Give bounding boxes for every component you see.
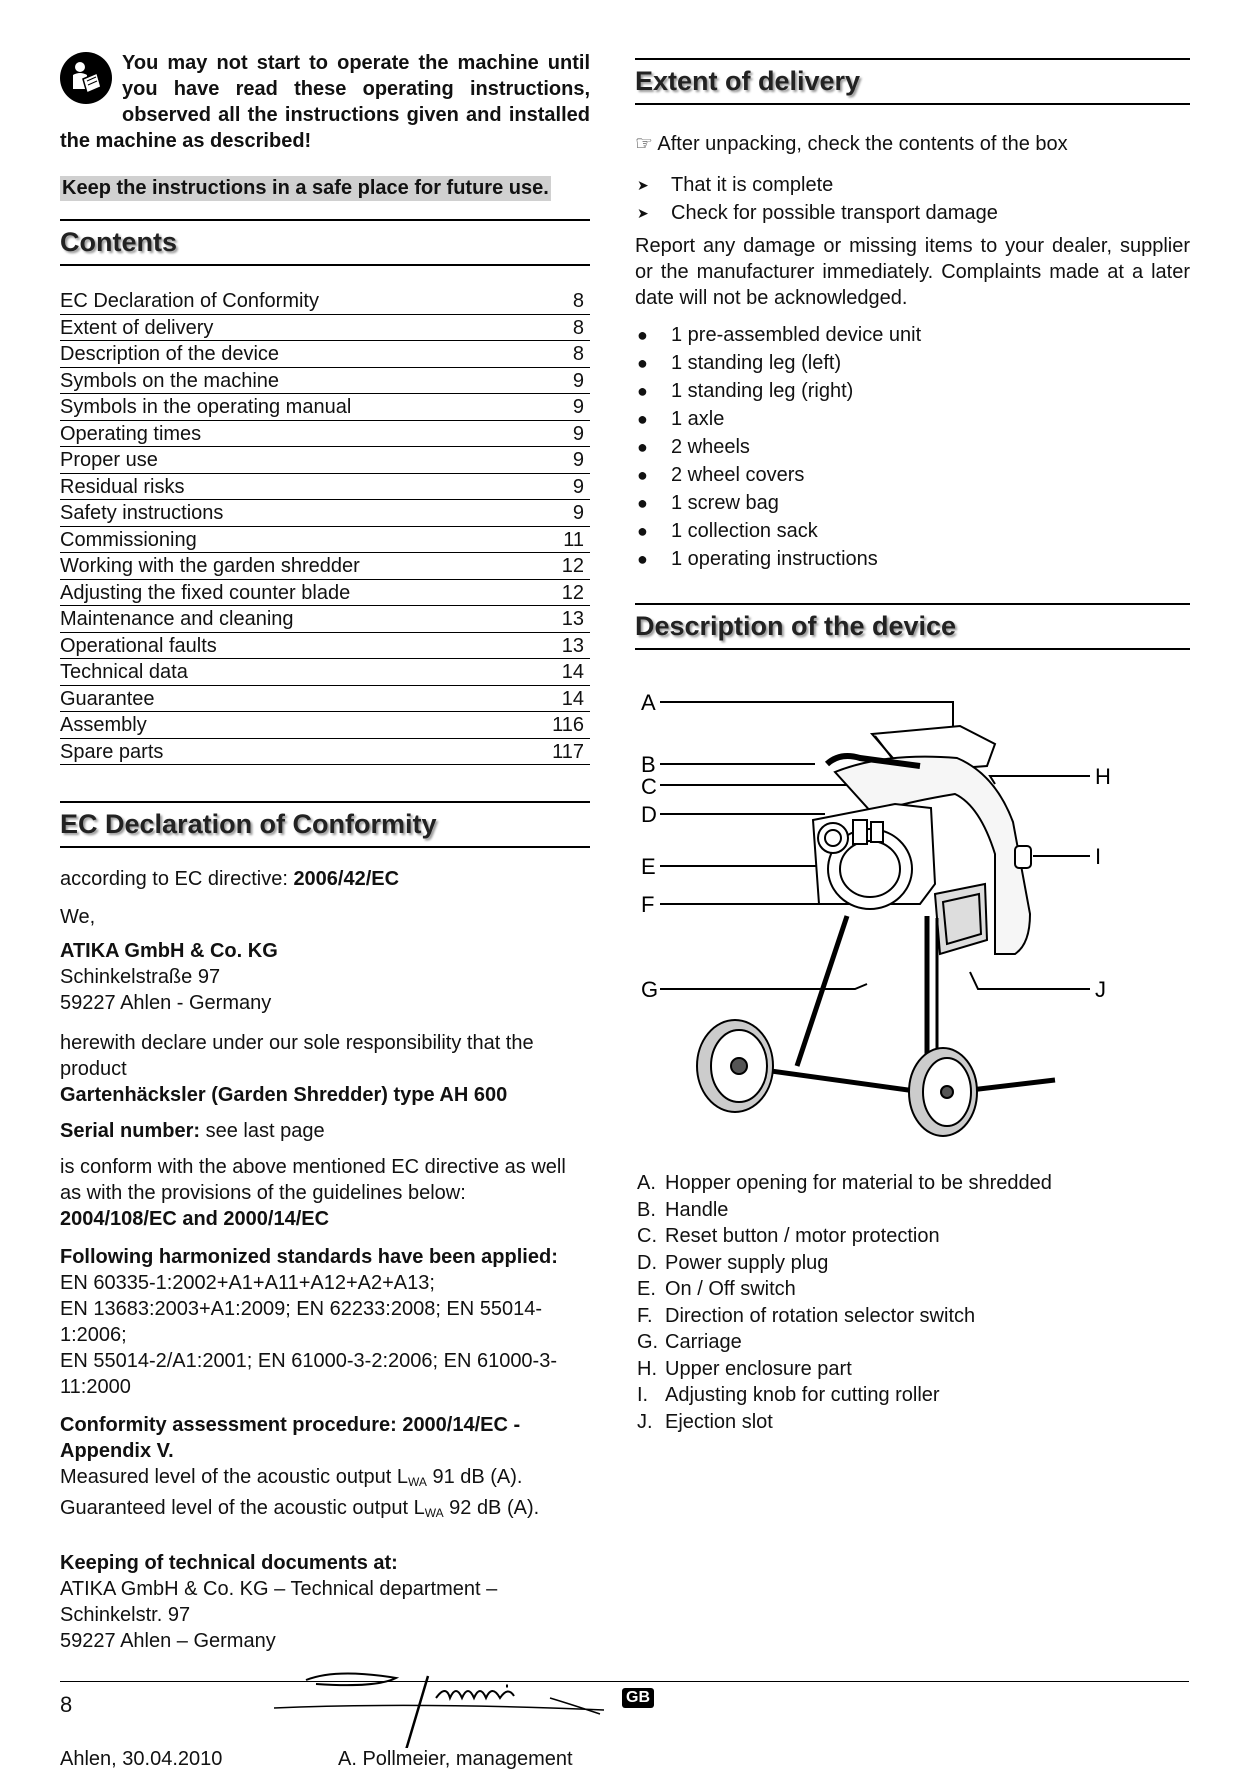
part-item xyxy=(635,1223,1190,1250)
contents-entry-label: Description of the device xyxy=(60,341,524,368)
contents-row xyxy=(60,712,590,739)
delivery-item-text: 2 wheels xyxy=(671,436,750,458)
contents-row xyxy=(60,288,590,314)
contents-entry-page: 8 xyxy=(524,288,590,314)
we-text: We, xyxy=(60,906,96,928)
part-text: Hopper opening for material to be shredded xyxy=(665,1172,1052,1194)
pointing-hand-icon: ☞ xyxy=(635,133,653,155)
contents-entry-label: Operational faults xyxy=(60,632,524,659)
contents-entry-label: Extent of delivery xyxy=(60,314,524,341)
contents-entry-label: Maintenance and cleaning xyxy=(60,606,524,633)
guidelines: 2004/108/EC and 2000/14/EC xyxy=(60,1208,330,1230)
assessment-procedure: Conformity assessment procedure: 2000/14/EC - Appendix V. xyxy=(60,1414,521,1462)
delivery-item-text: 1 operating instructions xyxy=(671,548,878,570)
page-number: 8 xyxy=(60,1692,73,1717)
contents-entry-page: 12 xyxy=(524,579,590,606)
contents-row xyxy=(60,420,590,447)
label-b: B xyxy=(641,752,656,777)
check-item xyxy=(635,199,1190,227)
contents-entry-label: Technical data xyxy=(60,659,524,686)
contents-heading: Contents xyxy=(60,219,590,266)
left-column xyxy=(60,50,590,1778)
directive-line: according to EC directive: 2006/42/EC xyxy=(60,868,400,890)
delivery-item-text: 1 standing leg (right) xyxy=(671,380,854,402)
bullet-icon: ● xyxy=(637,549,648,569)
delivery-item xyxy=(635,545,1190,573)
delivery-item xyxy=(635,489,1190,517)
docs-line-1: ATIKA GmbH & Co. KG – Technical department – Schinkelstr. 97 xyxy=(60,1578,498,1626)
part-item xyxy=(635,1170,1190,1197)
right-column xyxy=(635,50,1190,1435)
contents-row xyxy=(60,553,590,580)
bullet-icon: ● xyxy=(637,493,648,513)
contents-entry-label: Symbols in the operating manual xyxy=(60,394,524,421)
directive-number: 2006/42/EC xyxy=(293,868,400,890)
part-item xyxy=(635,1250,1190,1277)
company-street: Schinkelstraße 97 xyxy=(60,966,221,988)
delivery-item-text: 2 wheel covers xyxy=(671,464,805,486)
part-letter: I. xyxy=(637,1384,649,1406)
parts-legend xyxy=(635,1170,1190,1435)
part-text: Direction of rotation selector switch xyxy=(665,1304,976,1327)
bullet-icon: ● xyxy=(637,353,648,373)
signature-line xyxy=(60,1748,590,1778)
contents-entry-label: Commissioning xyxy=(60,526,524,553)
delivery-item-text: 1 axle xyxy=(671,408,725,430)
contents-row xyxy=(60,473,590,500)
delivery-heading: Extent of delivery xyxy=(635,58,1190,105)
contents-entry-label: Operating times xyxy=(60,420,524,447)
contents-row xyxy=(60,367,590,394)
bullet-icon: ● xyxy=(637,381,648,401)
contents-entry-page: 13 xyxy=(524,632,590,659)
contents-row xyxy=(60,685,590,712)
product-name: Gartenhäcksler (Garden Shredder) type AH 600 xyxy=(60,1084,508,1106)
contents-entry-page: 12 xyxy=(524,553,590,580)
contents-entry-page: 9 xyxy=(524,367,590,394)
contents-row xyxy=(60,526,590,553)
part-letter: B. xyxy=(637,1198,656,1221)
keep-instructions-note: Keep the instructions in a safe place for future use. xyxy=(62,177,549,199)
bullet-icon: ● xyxy=(637,409,648,429)
declare-text: herewith declare under our sole responsibility that the product xyxy=(60,1032,534,1080)
delivery-item xyxy=(635,405,1190,433)
bullet-icon: ● xyxy=(637,437,648,457)
description-heading: Description of the device xyxy=(635,603,1190,650)
contents-entry-label: Residual risks xyxy=(60,473,524,500)
conform-text: is conform with the above mentioned EC directive as well as with the provisions of the guidelines below: xyxy=(60,1156,566,1204)
part-text: Power supply plug xyxy=(665,1251,829,1274)
standards-line-1: EN 60335-1:2002+A1+A11+A12+A2+A13; xyxy=(60,1272,435,1294)
label-g: G xyxy=(641,977,659,1002)
part-item xyxy=(635,1303,1190,1330)
contents-row xyxy=(60,738,590,765)
contents-entry-page: 14 xyxy=(524,659,590,686)
label-h: H xyxy=(1095,764,1111,789)
docs-line-2: 59227 Ahlen – Germany xyxy=(60,1630,276,1652)
contents-entry-page: 9 xyxy=(524,394,590,421)
contents-entry-page: 9 xyxy=(524,420,590,447)
delivery-item-text: 1 pre-assembled device unit xyxy=(671,324,922,346)
safety-warning xyxy=(60,50,590,154)
bullet-icon: ● xyxy=(637,465,648,485)
contents-row xyxy=(60,341,590,368)
contents-row xyxy=(60,606,590,633)
device-diagram xyxy=(635,654,1190,1144)
part-item xyxy=(635,1276,1190,1303)
delivery-item xyxy=(635,321,1190,349)
part-letter: J. xyxy=(637,1410,653,1433)
delivery-item-text: 1 screw bag xyxy=(671,492,779,514)
part-letter: D. xyxy=(637,1251,657,1274)
contents-row xyxy=(60,447,590,474)
contents-entry-label: Spare parts xyxy=(60,738,524,765)
contents-entry-page: 11 xyxy=(524,526,590,553)
report-text: Report any damage or missing items to your dealer, supplier or the manufacturer immediately. Complaints made at a later date will not be acknowledged. xyxy=(635,235,1190,309)
company-name: ATIKA GmbH & Co. KG xyxy=(60,940,278,962)
company-city: 59227 Ahlen - Germany xyxy=(60,992,272,1014)
measured-level: Measured level of the acoustic output $L_{WA}$ 91 dB (A). xyxy=(60,1466,523,1489)
guaranteed-level: Guaranteed level of the acoustic output $L_{WA}$ 92 dB (A). xyxy=(60,1497,540,1520)
contents-entry-page: 9 xyxy=(524,473,590,500)
page-footer xyxy=(60,1681,1189,1722)
bullet-icon: ● xyxy=(637,325,648,345)
label-f: F xyxy=(641,892,655,917)
delivery-item-text: 1 standing leg (left) xyxy=(671,352,842,374)
delivery-item xyxy=(635,517,1190,545)
arrow-bullet-icon: ➤ xyxy=(637,177,649,193)
delivery-item xyxy=(635,349,1190,377)
part-text: Upper enclosure part xyxy=(665,1357,852,1380)
part-letter: F. xyxy=(637,1304,653,1327)
contents-entry-page: 13 xyxy=(524,606,590,633)
signatory: A. Pollmeier, management xyxy=(338,1748,573,1770)
delivery-item xyxy=(635,377,1190,405)
contents-entry-label: Assembly xyxy=(60,712,524,739)
contents-entry-page: 14 xyxy=(524,685,590,712)
part-letter: G. xyxy=(637,1331,659,1353)
label-e: E xyxy=(641,854,656,879)
delivery-item xyxy=(635,461,1190,489)
contents-row xyxy=(60,314,590,341)
standards-line-3: EN 55014-2/A1:2001; EN 61000-3-2:2006; EN 61000-3-11:2000 xyxy=(60,1350,558,1398)
contents-entry-page: 117 xyxy=(524,738,590,765)
check-item xyxy=(635,171,1190,199)
part-text: Adjusting knob for cutting roller xyxy=(665,1384,940,1406)
warning-text: You may not start to operate the machine until you have read these operating instructions, observed all the instructions given and installed the machine as described! xyxy=(60,52,590,152)
part-text: Ejection slot xyxy=(665,1410,773,1433)
arrow-bullet-icon: ➤ xyxy=(637,205,649,221)
garden-shredder-drawing xyxy=(635,654,1190,1144)
standards-title: Following harmonized standards have been applied: xyxy=(60,1246,558,1268)
delivery-item-text: 1 collection sack xyxy=(671,520,818,542)
part-item xyxy=(635,1409,1190,1436)
contents-row xyxy=(60,659,590,686)
bullet-icon: ● xyxy=(637,521,648,541)
contents-table xyxy=(60,288,590,765)
unpack-hint: ☞ After unpacking, check the contents of the box xyxy=(635,133,1068,155)
part-text: Handle xyxy=(665,1198,729,1221)
contents-entry-label: Proper use xyxy=(60,447,524,474)
contents-entry-label: Safety instructions xyxy=(60,500,524,527)
read-manual-icon xyxy=(60,52,112,104)
label-d: D xyxy=(641,802,657,827)
delivery-items xyxy=(635,321,1190,573)
part-item xyxy=(635,1356,1190,1383)
declaration-heading: EC Declaration of Conformity xyxy=(60,801,590,848)
contents-row xyxy=(60,579,590,606)
contents-entry-page: 9 xyxy=(524,500,590,527)
label-c: C xyxy=(641,774,657,799)
language-badge: GB xyxy=(622,1688,654,1708)
contents-entry-label: Symbols on the machine xyxy=(60,367,524,394)
part-text: Carriage xyxy=(665,1331,742,1353)
contents-entry-label: Guarantee xyxy=(60,685,524,712)
label-j: J xyxy=(1095,977,1106,1002)
contents-entry-label: Working with the garden shredder xyxy=(60,553,524,580)
part-letter: C. xyxy=(637,1225,657,1247)
label-i: I xyxy=(1095,844,1102,869)
contents-entry-page: 116 xyxy=(524,712,590,739)
part-text: Reset button / motor protection xyxy=(665,1225,940,1247)
check-item-text: That it is complete xyxy=(671,174,834,196)
part-item xyxy=(635,1382,1190,1409)
part-letter: H. xyxy=(637,1357,657,1380)
standards-line-2: EN 13683:2003+A1:2009; EN 62233:2008; EN 55014-1:2006; xyxy=(60,1298,543,1346)
label-a: A xyxy=(641,690,656,715)
place-date: Ahlen, 30.04.2010 xyxy=(60,1748,223,1770)
serial-line: Serial number: see last page xyxy=(60,1120,325,1142)
part-letter: E. xyxy=(637,1278,656,1300)
part-item xyxy=(635,1329,1190,1356)
delivery-item xyxy=(635,433,1190,461)
contents-entry-label: Adjusting the fixed counter blade xyxy=(60,579,524,606)
contents-row xyxy=(60,500,590,527)
part-letter: A. xyxy=(637,1172,656,1194)
check-list xyxy=(635,171,1190,227)
part-text: On / Off switch xyxy=(665,1278,796,1300)
part-item xyxy=(635,1197,1190,1224)
contents-entry-page: 8 xyxy=(524,314,590,341)
check-item-text: Check for possible transport damage xyxy=(671,202,998,224)
contents-entry-page: 9 xyxy=(524,447,590,474)
docs-title: Keeping of technical documents at: xyxy=(60,1552,398,1574)
contents-entry-label: EC Declaration of Conformity xyxy=(60,288,524,314)
contents-row xyxy=(60,394,590,421)
contents-row xyxy=(60,632,590,659)
contents-entry-page: 8 xyxy=(524,341,590,368)
